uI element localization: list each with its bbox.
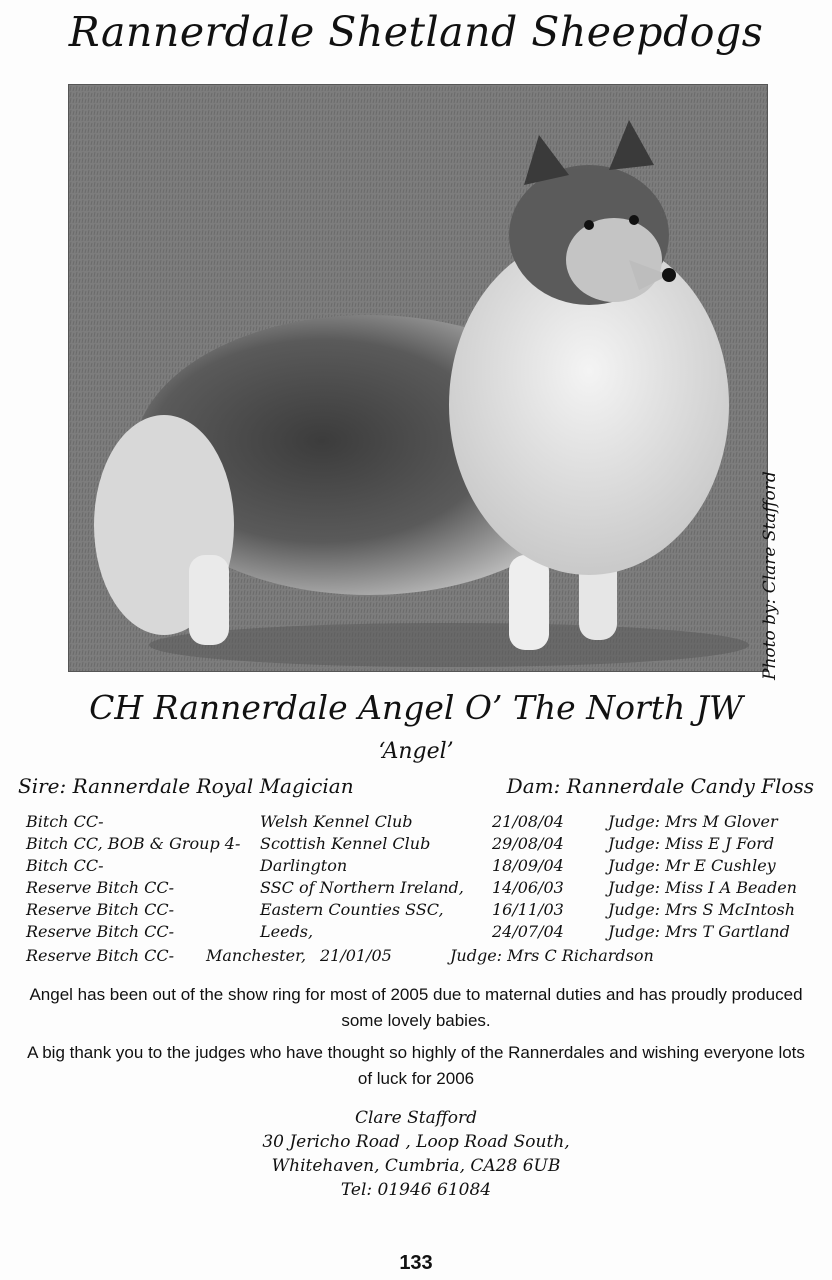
award-row <box>26 856 826 878</box>
contact-address-line2: Whitehaven, Cumbria, CA28 6UB <box>271 1156 561 1176</box>
paragraph-maternal: Angel has been out of the show ring for most of 2005 due to maternal duties and has proudly produced some lovely babies. <box>29 985 803 1030</box>
award-title: Bitch CC- <box>26 812 104 831</box>
award-judge: Judge: Miss E J Ford <box>608 834 775 853</box>
award-judge: Judge: Mrs M Glover <box>608 812 778 831</box>
award-row <box>26 834 826 856</box>
dam: Dam: Rannerdale Candy Floss <box>506 774 814 798</box>
award-date: 29/08/04 <box>492 834 564 853</box>
contact-name: Clare Stafford <box>354 1108 478 1128</box>
award-date: 18/09/04 <box>492 856 564 875</box>
award-row <box>26 812 826 834</box>
sheltie-illustration <box>69 85 767 671</box>
award-judge: Judge: Mrs C Richardson <box>450 946 654 965</box>
award-date: 21/08/04 <box>492 812 564 831</box>
contact-address-line1: 30 Jericho Road , Loop Road South, <box>262 1132 570 1152</box>
award-show: Eastern Counties SSC, <box>260 900 444 919</box>
sire: Sire: Rannerdale Royal Magician <box>18 774 354 798</box>
award-judge: Judge: Mr E Cushley <box>608 856 776 875</box>
award-show: Scottish Kennel Club <box>260 834 431 853</box>
award-date: 24/07/04 <box>492 922 564 941</box>
award-show: SSC of Northern Ireland, <box>260 878 464 897</box>
dog-name: CH Rannerdale Angel O’ The North JW <box>89 688 743 727</box>
award-date: 16/11/03 <box>492 900 564 919</box>
page-number: 133 <box>399 1252 433 1274</box>
dog-photo <box>68 84 768 672</box>
award-row <box>26 922 826 944</box>
dog-nickname: ‘Angel’ <box>378 739 454 764</box>
contact-block <box>0 1106 832 1202</box>
award-title: Bitch CC- <box>26 856 104 875</box>
award-judge: Judge: Mrs S McIntosh <box>608 900 796 919</box>
contact-phone: Tel: 01946 61084 <box>340 1180 492 1200</box>
award-show: Manchester, <box>206 946 307 965</box>
award-judge: Judge: Miss I A Beaden <box>608 878 797 897</box>
paragraph-thanks: A big thank you to the judges who have thought so highly of the Rannerdales and wishing everyone lots of luck for 2006 <box>27 1043 805 1088</box>
award-row <box>26 878 826 900</box>
award-show: Welsh Kennel Club <box>260 812 413 831</box>
award-show: Darlington <box>260 856 348 875</box>
award-judge: Judge: Mrs T Gartland <box>608 922 790 941</box>
award-title: Bitch CC, BOB & Group 4- <box>26 834 241 853</box>
award-row <box>26 900 826 922</box>
award-title: Reserve Bitch CC- <box>26 946 174 965</box>
award-title: Reserve Bitch CC- <box>26 878 174 897</box>
award-title: Reserve Bitch CC- <box>26 900 174 919</box>
award-date: 14/06/03 <box>492 878 564 897</box>
award-date: 21/01/05 <box>320 946 392 965</box>
page-heading: Rannerdale Shetland Sheepdogs <box>68 8 764 56</box>
award-title: Reserve Bitch CC- <box>26 922 174 941</box>
award-show: Leeds, <box>260 922 314 941</box>
photo-credit: Photo by: Clare Stafford <box>760 471 780 680</box>
